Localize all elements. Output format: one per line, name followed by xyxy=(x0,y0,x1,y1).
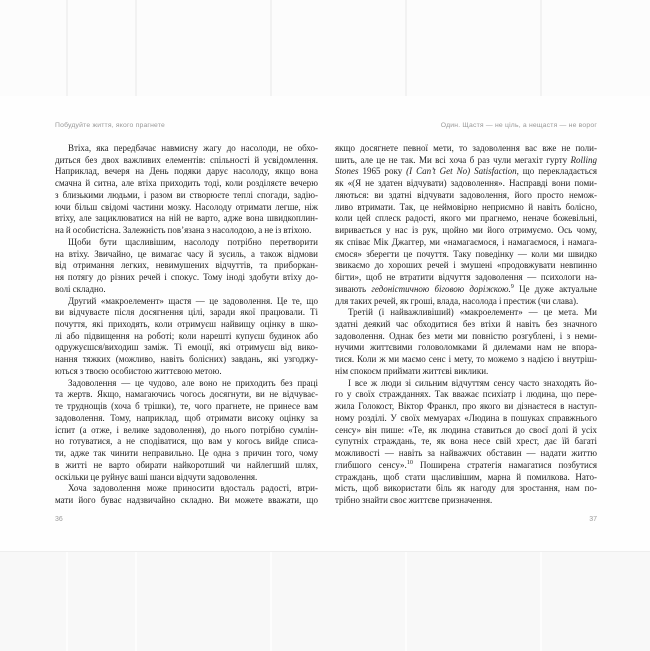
page-edge-line xyxy=(66,0,68,96)
text-line: Задоволення — це чудово, але воно не приходить без праці xyxy=(68,377,318,388)
page-left xyxy=(55,96,318,551)
text-line: ня потягу до різних речей і спокус. Тому іноді здобути втіху до- xyxy=(55,272,318,283)
text-line: ємося» зберегти це почуття. Таку поведінку — коли ми швидко xyxy=(335,248,597,259)
page-left-text xyxy=(55,143,318,507)
page-edge-line xyxy=(135,0,137,96)
page-number-left: 36 xyxy=(55,516,63,523)
text-line: мість, щоб використати біль як нагоду для зростання, нам по- xyxy=(335,483,597,494)
text-line: го у своїх стражданнях. Так вважає психіатр і людина, що пере- xyxy=(335,389,597,400)
page-edge-line xyxy=(405,0,407,96)
text-line: як «(Я не здатен відчувати) задоволення». Насправді вони поми- xyxy=(335,178,597,189)
text-line: в житті не варто обирати найкоротший чи найлегший шлях, xyxy=(55,459,318,470)
text-line: зивають гедоністичною біговою доріжкою.$^9$ Це дуже актуальне xyxy=(335,283,597,294)
text-line: глибшого сенсу».$^{10}$ Поширена стратегія намагатися позбутися xyxy=(335,459,597,470)
text-line: бігти», щоб не втратити відчуття задоволення — психологи на- xyxy=(335,272,597,283)
text-line: з близькими людьми, і разом ви створюєте теплі спогади, задію- xyxy=(55,189,318,200)
text-line: виривається у нас із рук, щойно ми його отримуємо. Ось чому, xyxy=(335,225,597,236)
text-line: оскільки це руйнує ваші шанси відчути задоволення. xyxy=(55,471,258,482)
book-spread xyxy=(0,96,650,551)
text-line: смачна й ситна, але втіха приходить тоді, коли розділяєте вечерю xyxy=(55,178,318,189)
text-line: ви відчуваєте після досягнення цілі, заради якої працювали. Ті xyxy=(55,307,318,318)
page-number-right: 37 xyxy=(589,516,597,523)
text-line: можливості — навіть за найважчих обставин — надати життю xyxy=(335,448,597,459)
page-right-text xyxy=(335,143,597,507)
text-line: шить, але це не так. Ми всі хоча б раз чули мегахіт гурту Rolling xyxy=(335,154,597,165)
text-line: но готуватися, а не сподіватися, що вам у когось вийде списа- xyxy=(55,436,318,447)
text-line: сенсу» він пише: «Те, як людина ставиться до своєї долі й усіх xyxy=(335,424,597,435)
text-line: як співає Мік Джаггер, ми «намагаємося, і намагаємося, і намага- xyxy=(335,236,597,247)
text-line: лі або підвищення на роботі; коли нарешті купуєш будинок або xyxy=(55,330,318,341)
text-line: на й особистісна. Залежність пов’язана з насолодою, а не із втіхою. xyxy=(55,225,312,236)
text-line: нучими життєвими головоломками й дилемами нам не впора- xyxy=(335,342,597,353)
previous-spread-edge xyxy=(0,0,650,97)
text-line: ючи більш свідомі частини мозку. Насолоду отримати легше, ніж xyxy=(55,201,318,212)
text-line: ному розділі. У своїх мемуарах «Людина в пошуках справжнього xyxy=(335,412,597,423)
text-line: коли цей сплеск радості, якого ми прагнемо, неначе божевільні, xyxy=(335,213,597,224)
text-line: волі складно. xyxy=(55,283,106,294)
text-line: Наприклад, вечеря на День подяки дарує насолоду, якщо вона xyxy=(55,166,318,177)
text-line: звикаємо до хороших речей і змушені «продовжувати невпинно xyxy=(335,260,597,271)
text-line: Третій (і найважливіший) «макроелемент» — це мета. Ми xyxy=(348,307,597,318)
text-line: якщо досягнете певної мети, то задоволення вас вже не поли- xyxy=(335,143,597,153)
text-line: ливо втримати. Так, це неймовірно неприємно й навіть болісно, xyxy=(335,201,597,212)
text-line: здатні деякий час обходитися без втіхи й навіть без значного xyxy=(335,319,597,330)
page-edge-line xyxy=(270,552,272,651)
text-line: задоволення. Однак без мети ми повністю розгублені, і з неми- xyxy=(335,330,597,341)
text-line: мати його буває надзвичайно складно. Ви можете вважати, що xyxy=(55,495,318,506)
page-edge-line xyxy=(66,552,68,651)
next-spread-edge xyxy=(0,551,650,651)
text-line: одружуєшся/виходиш заміж. Ті емоції, які отримуєш від вико- xyxy=(55,342,318,353)
text-line: Stones 1965 року (I Can’t Get No) Satisfaction, що перекладається xyxy=(335,166,597,177)
page-edge-line xyxy=(270,0,272,96)
text-line: тися. Коли ж ми маємо сенс і мету, то можемо з надією і внутріш- xyxy=(335,354,597,365)
text-line: ти, адже так чинити неправильно. Це одна з причин того, чому xyxy=(55,448,318,459)
text-line: Щоби бути щасливішим, насолоду потрібно перетворити xyxy=(68,236,318,247)
text-line: почуття, які приходять, коли отримуєш найвищу оцінку в шко- xyxy=(55,319,318,330)
running-head-right: Один. Щастя — не ціль, а нещастя — не ворог xyxy=(440,122,597,129)
page-edge-line xyxy=(540,0,542,96)
text-line: втіху, але зациклюватися на ній не варто, адже вона швидкоплин- xyxy=(55,213,318,224)
text-line: від отримання легких, невимушених відчуттів, та приборкан- xyxy=(55,260,318,271)
text-line: Втіха, яка передбачає навмисну жагу до насолоди, не обхо- xyxy=(68,143,318,153)
text-line: супутніх страждань, те, як вона несе свій хрест, дає їй багаті xyxy=(335,436,597,447)
text-line: ються з твоєю особистою життєвою метою. xyxy=(55,365,222,376)
text-line: задоволення. Тому, наприклад, щоб отримати високу оцінку за xyxy=(55,412,318,423)
text-line: страждань, щоб стати щасливішим, марна й помилкова. Нато- xyxy=(335,471,597,482)
text-line: трібно знайти своє життєве призначення. xyxy=(335,495,493,506)
text-line: диться без двох важливих елементів: спільності й усвідомлення. xyxy=(55,154,318,165)
text-line: те труднощів (хоча б трішки), те, чого прагнете, не принесе вам xyxy=(55,401,318,412)
text-line: нання тяжких (можливо, навіть болісних) завдань, які узгоджу- xyxy=(55,354,318,365)
page-edge-line xyxy=(135,552,137,651)
page-edge-line xyxy=(540,552,542,651)
text-line: для таких речей, як гроші, влада, насолода і престиж (чи слава). xyxy=(335,295,579,306)
text-line: ляються: ви здатні відчувати задоволення, його просто немож- xyxy=(335,189,597,200)
text-line: Хоча задоволення може приносити вдосталь радості, втри- xyxy=(68,483,318,494)
text-line: на втіху. Звичайно, це вимагає часу й зусиль, а також відмови xyxy=(55,248,318,259)
text-line: іспит (а отже, і велике задоволення), до нього потрібно сумлін- xyxy=(55,424,318,435)
page-right xyxy=(335,96,597,551)
text-line: жила Голокост, Віктор Франкл, про якого ви дізнаєтеся в наступ- xyxy=(335,401,597,412)
text-line: нім спокоєм приймати життєві виклики. xyxy=(335,365,489,376)
text-line: та жертв. Якщо, намагаючись чогось досягнути, ви не відчуває- xyxy=(55,389,318,400)
running-head-left: Побудуйте життя, якого прагнете xyxy=(55,122,166,129)
text-line: І все ж люди зі сильним відчуттям сенсу часто знаходять йо- xyxy=(348,377,597,388)
text-line: Другий «макроелемент» щастя — це задоволення. Це те, що xyxy=(68,295,318,306)
page-edge-line xyxy=(405,552,407,651)
